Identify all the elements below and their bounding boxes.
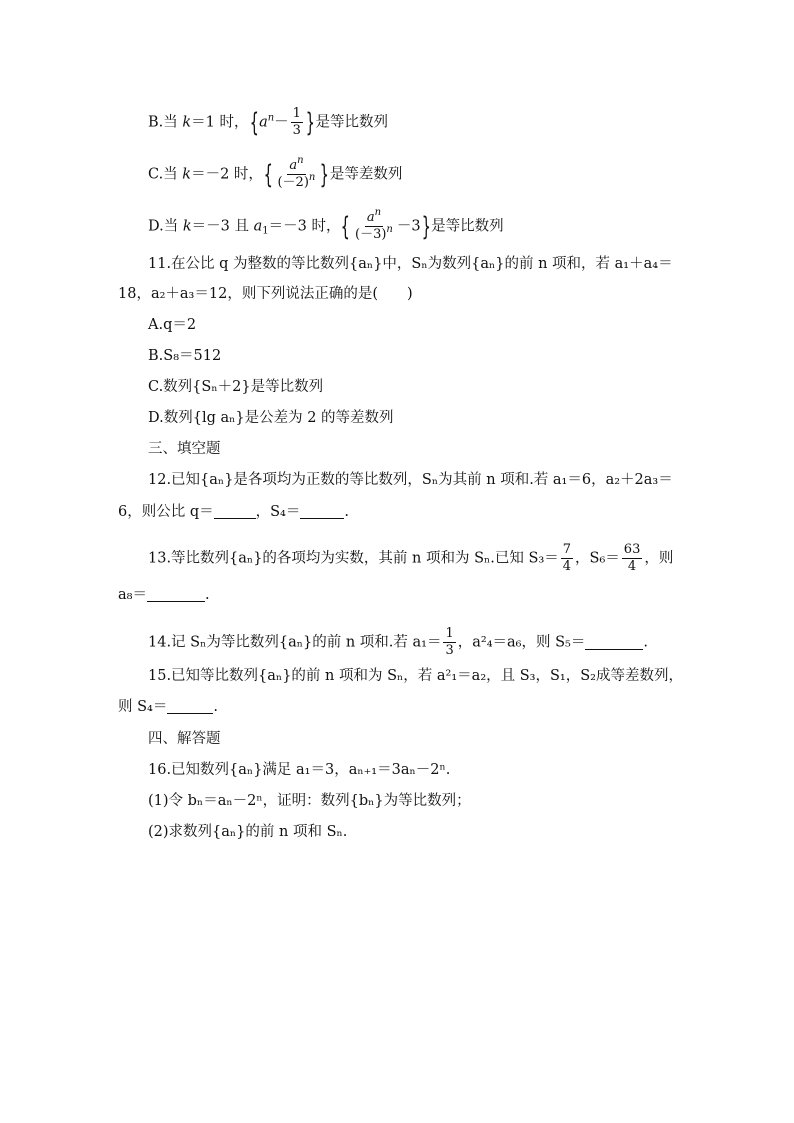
q15-line1: 15.已知等比数列{aₙ}的前 n 项和为 Sₙ，若 a²₁＝a₂，且 S₃，S₁，S₂成等差数列， [148, 668, 683, 684]
q11-line1: 11.在公比 q 为整数的等比数列{aₙ}中，Sₙ为数列{aₙ}的前 n 项和，若 a₁＋a₄＝ [148, 256, 673, 272]
q12-line1: 12.已知{aₙ}是各项均为正数的等比数列，Sₙ为其前 n 项和.若 a₁＝6，a₂＋2a₃＝ [148, 472, 673, 488]
answer-blank[interactable] [167, 697, 213, 714]
fraction: $\frac{63}{4}$ [623, 542, 641, 574]
answer-blank[interactable] [147, 585, 205, 602]
q13-line2: a₈＝ . [118, 587, 210, 603]
q11-option-c: C.数列{Sₙ＋2}是等比数列 [148, 379, 324, 395]
q14-line: 14.记 Sₙ为等比数列{aₙ}的前 n 项和.若 a₁＝ $\frac{1}{3}$ ，a²₄＝a₆，则 S₅＝ . [148, 626, 648, 658]
fraction: $\frac{1}{3}$ [445, 626, 454, 658]
fraction: $\frac{a^n}{(-2)^n}$ [277, 155, 316, 190]
q16-part2: (2)求数列{aₙ}的前 n 项和 Sₙ. [148, 824, 348, 840]
q11-option-d: D.数列{lg aₙ}是公差为 2 的等差数列 [148, 410, 394, 426]
q12-line2: 6，则公比 q＝ ，S₄＝ . [118, 504, 349, 520]
q11-line2: 18，a₂＋a₃＝12，则下列说法正确的是( ) [118, 286, 413, 302]
answer-blank[interactable] [214, 502, 256, 519]
fraction: $\frac{7}{4}$ [562, 542, 572, 574]
q11-option-b: B.S₈＝512 [148, 348, 222, 364]
answer-blank[interactable] [585, 633, 643, 650]
left-brace-icon: { [341, 211, 351, 242]
answer-blank[interactable] [300, 502, 344, 519]
q13-line1: 13.等比数列{aₙ}的各项均为实数，其前 n 项和为 Sₙ.已知 S₃＝ $\frac{7}{4}$ ，S₆＝ $\frac{63}{4}$ ，则 [148, 542, 674, 574]
right-brace-icon: } [305, 107, 315, 138]
fraction: $\frac{a^n}{(-3)^n}$ [355, 207, 393, 242]
left-brace-icon: { [249, 107, 259, 138]
q11-option-a: A.q＝2 [148, 317, 197, 333]
option-10b: B.当 k＝1 时，{$a^n-$ $\frac{1}{3}$ }是等比数列 [148, 106, 388, 138]
q16-part1: (1)令 bₙ＝aₙ－2ⁿ，证明：数列{bₙ}为等比数列； [148, 793, 471, 809]
q16-line1: 16.已知数列{aₙ}满足 a₁＝3，aₙ₊₁＝3aₙ－2ⁿ. [148, 762, 451, 778]
section-heading-solve: 四、解答题 [148, 731, 221, 747]
fraction: $\frac{1}{3}$ [292, 106, 301, 138]
option-10d: D.当 k＝－3 且 $a_1=-3$ 时，{ $\frac{a^n}{(-3)^n}$ －3}是等比数列 [148, 207, 504, 242]
q15-line2: 则 S₄＝ . [118, 699, 218, 715]
option-10c: C.当 k＝－2 时，{ $\frac{a^n}{(-2)^n}$ }是等差数列 [148, 155, 403, 190]
right-brace-icon: } [421, 211, 431, 242]
left-brace-icon: { [263, 159, 273, 190]
right-brace-icon: } [320, 159, 330, 190]
section-heading-fill: 三、填空题 [148, 441, 221, 457]
